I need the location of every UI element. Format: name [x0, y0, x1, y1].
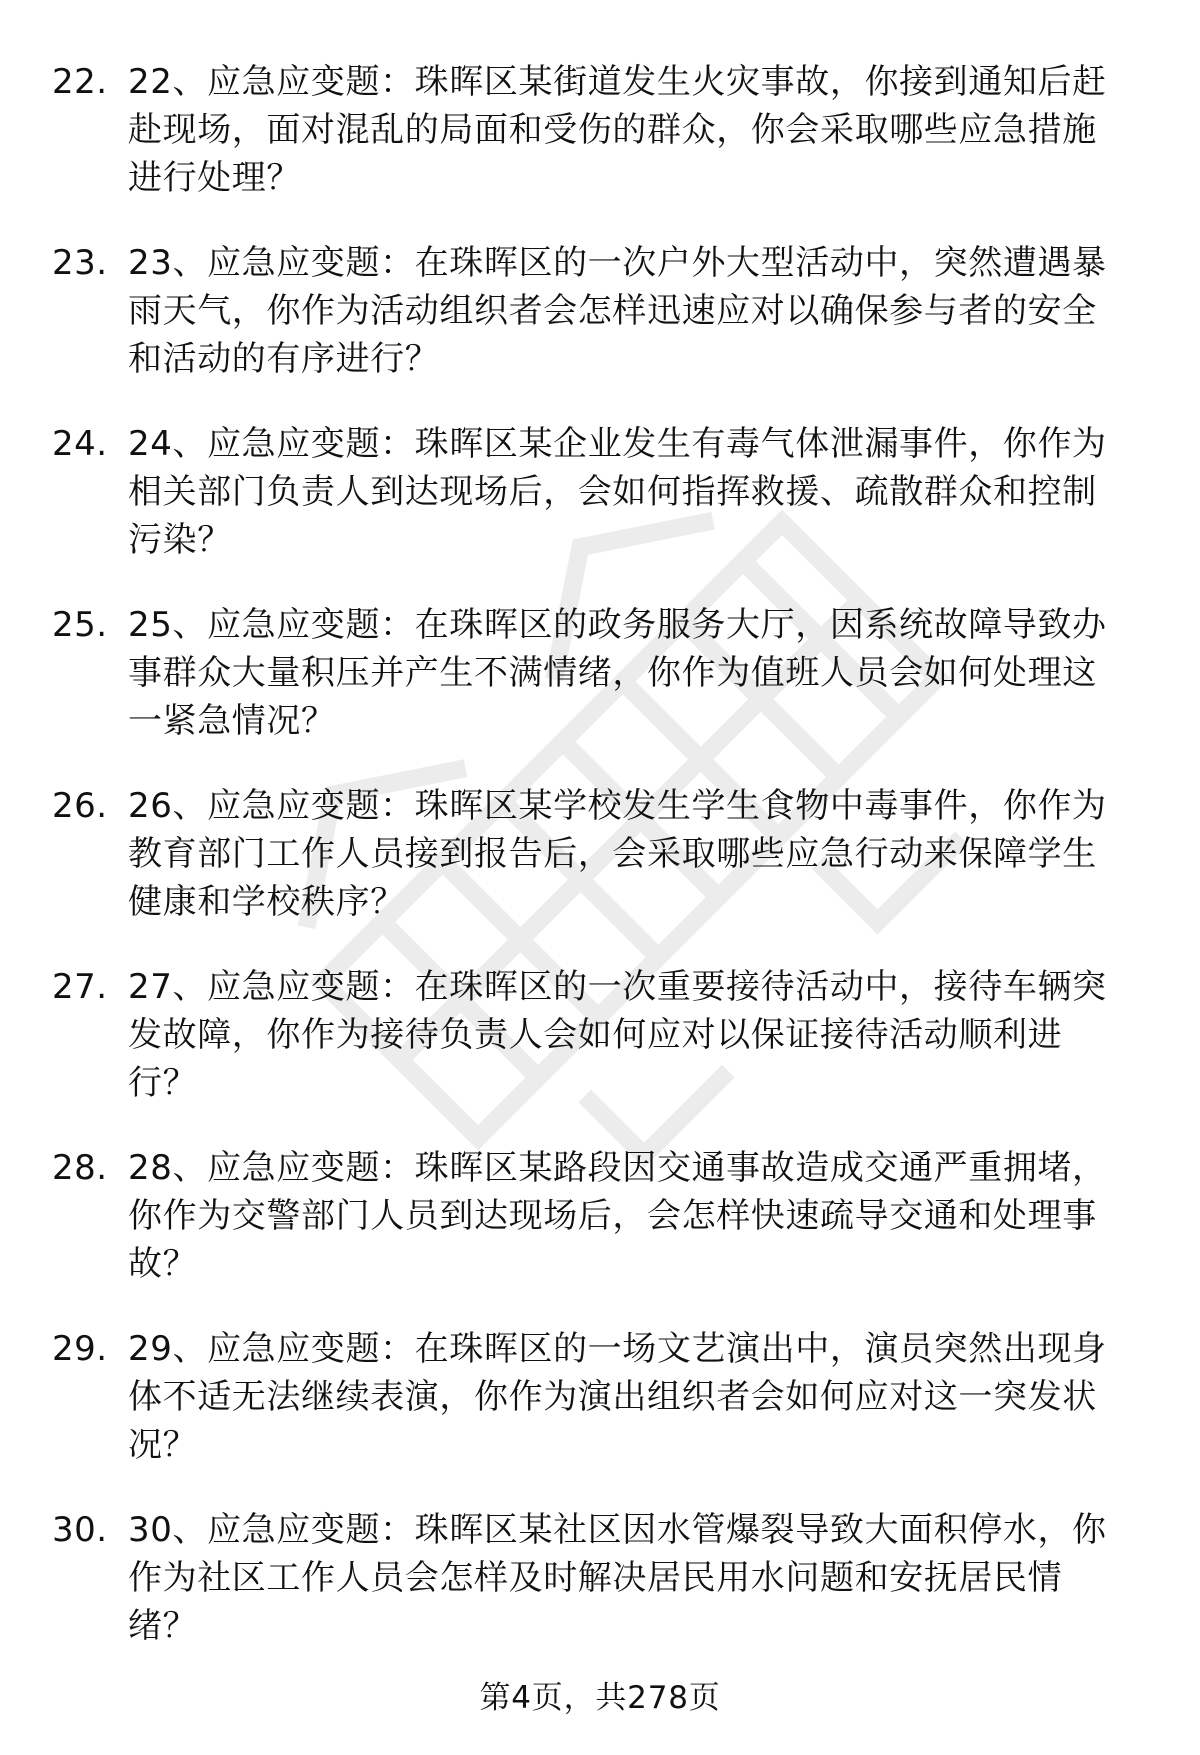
question-item	[52, 1325, 1147, 1506]
question-text: 24、应急应变题：珠晖区某企业发生有毒气体泄漏事件，你作为 相关部门负责人到达现场后，会如何指挥救援、疏散群众和控制 污染？	[128, 424, 1107, 560]
question-text: 28、应急应变题：珠晖区某路段因交通事故造成交通严重拥堵， 你作为交警部门人员到达现场后，会怎样快速疏导交通和处理事 故？	[128, 1148, 1107, 1284]
question-number: 28.	[52, 1148, 108, 1188]
question-number: 30.	[52, 1510, 108, 1550]
question-text: 22、应急应变题：珠晖区某街道发生火灾事故，你接到通知后赶 赴现场，面对混乱的局面和受伤的群众，你会采取哪些应急措施 进行处理？	[128, 62, 1107, 198]
question-number: 24.	[52, 424, 108, 464]
question-text: 23、应急应变题：在珠晖区的一次户外大型活动中，突然遭遇暴 雨天气，你作为活动组织者会怎样迅速应对以确保参与者的安全 和活动的有序进行？	[128, 243, 1107, 379]
question-text: 29、应急应变题：在珠晖区的一场文艺演出中，演员突然出现身 体不适无法继续表演，你作为演出组织者会如何应对这一突发状 况？	[128, 1329, 1107, 1465]
question-number: 27.	[52, 967, 108, 1007]
question-item	[52, 239, 1147, 420]
question-text: 26、应急应变题：珠晖区某学校发生学生食物中毒事件，你作为 教育部门工作人员接到报告后，会采取哪些应急行动来保障学生 健康和学校秩序？	[128, 786, 1107, 922]
question-item	[52, 601, 1147, 782]
question-number: 22.	[52, 62, 108, 102]
question-item	[52, 58, 1147, 239]
question-item	[52, 782, 1147, 963]
question-item	[52, 1144, 1147, 1325]
question-number: 23.	[52, 243, 108, 283]
question-item	[52, 420, 1147, 601]
question-item	[52, 1506, 1147, 1687]
question-text: 25、应急应变题：在珠晖区的政务服务大厅，因系统故障导致办 事群众大量积压并产生不满情绪，你作为值班人员会如何处理这 一紧急情况？	[128, 605, 1107, 741]
question-text: 30、应急应变题：珠晖区某社区因水管爆裂导致大面积停水，你 作为社区工作人员会怎样及时解决居民用水问题和安抚居民情 绪？	[128, 1510, 1107, 1646]
question-item	[52, 963, 1147, 1144]
page-footer: 第4页，共278页	[479, 1680, 721, 1716]
question-text: 27、应急应变题：在珠晖区的一次重要接待活动中，接待车辆突 发故障，你作为接待负责人会如何应对以保证接待活动顺利进 行？	[128, 967, 1107, 1103]
question-list	[52, 58, 1147, 1687]
question-number: 26.	[52, 786, 108, 826]
question-number: 25.	[52, 605, 108, 645]
question-number: 29.	[52, 1329, 108, 1369]
